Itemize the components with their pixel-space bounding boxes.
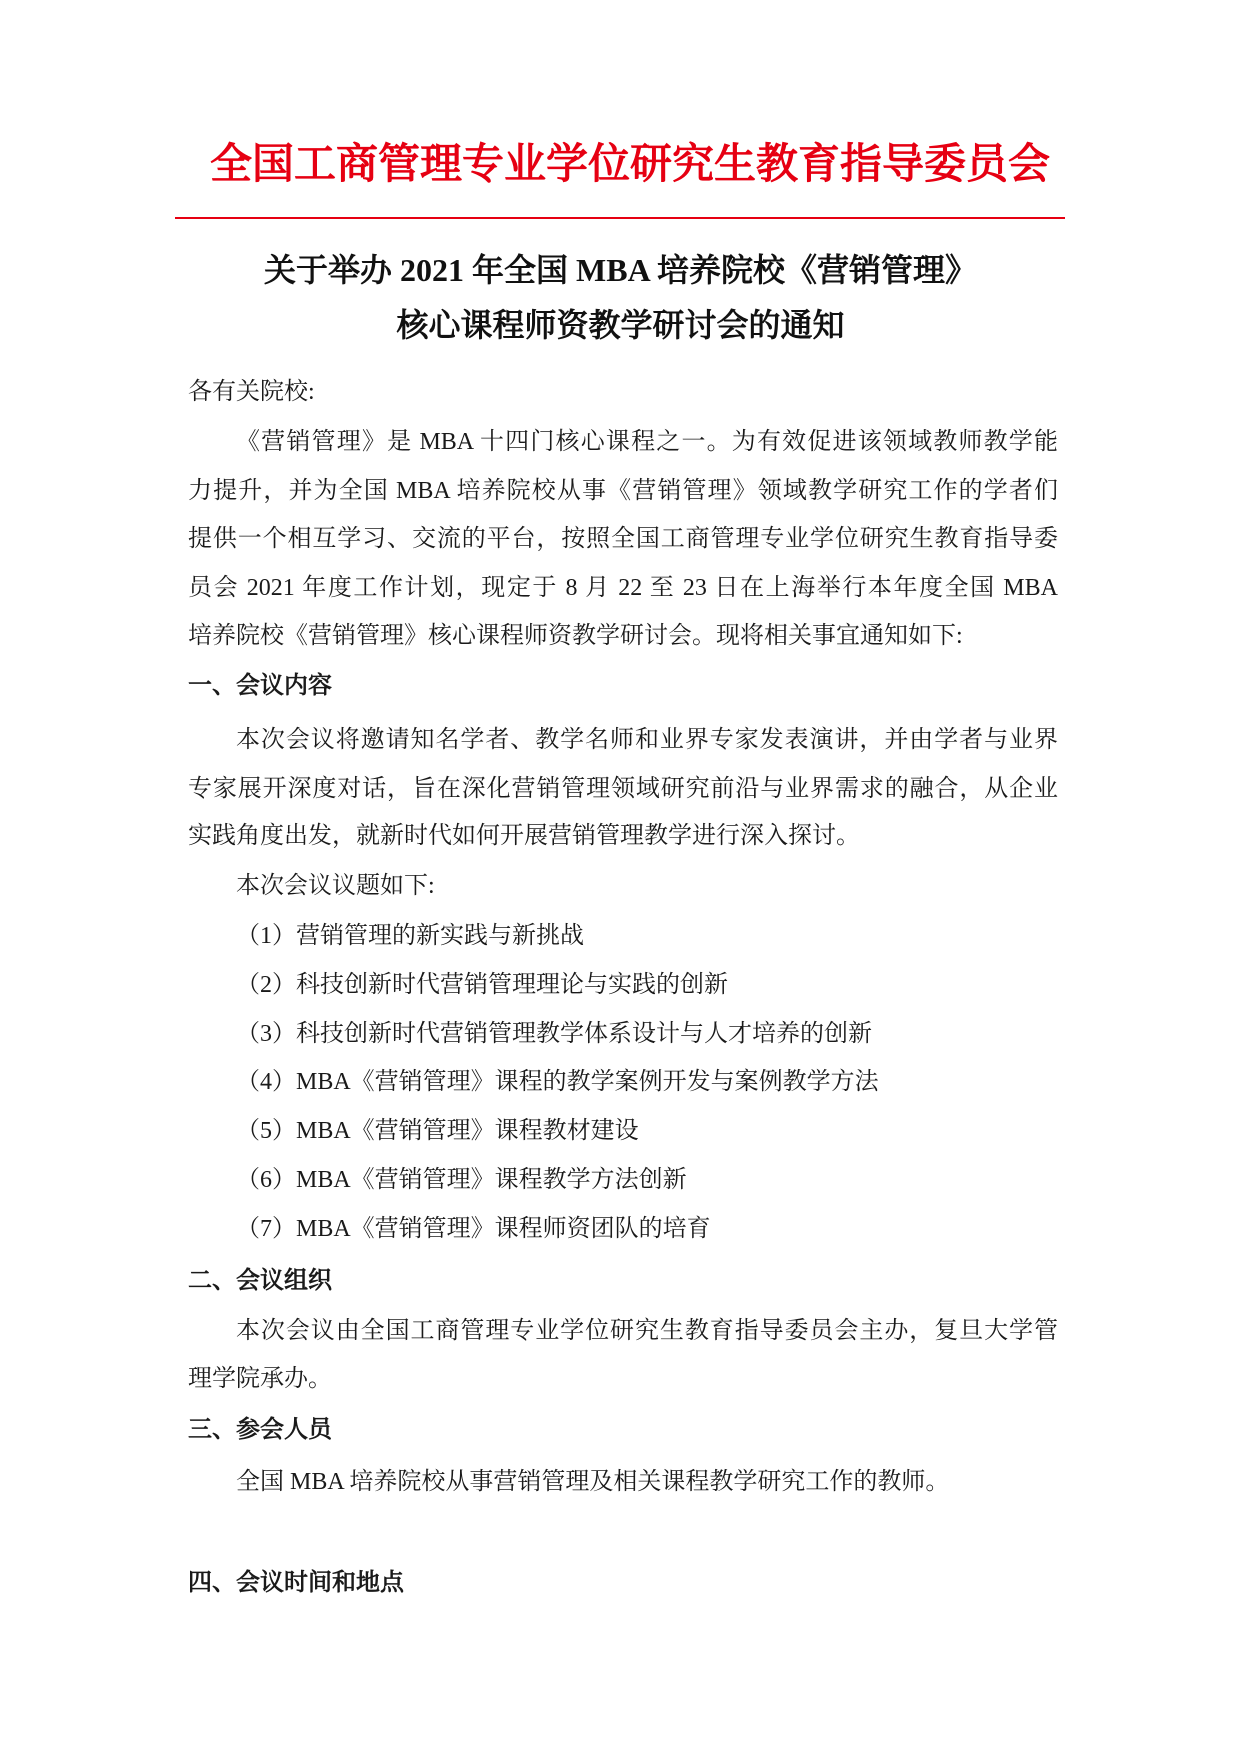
- topic-item: （1）营销管理的新实践与新挑战: [236, 923, 584, 949]
- header-divider: [175, 217, 1065, 219]
- section-paragraph-line: 本次会议由全国工商管理专业学位研究生教育指导委员会主办，复旦大学管: [236, 1318, 1058, 1344]
- section-heading-participants: 三、参会人员: [188, 1416, 332, 1443]
- section-paragraph-line: 实践角度出发，就新时代如何开展营销管理教学进行深入探讨。: [188, 823, 860, 849]
- notice-title-line-1: 关于举办 2021 年全国 MBA 培养院校《营销管理》: [264, 252, 977, 288]
- topic-item: （3）科技创新时代营销管理教学体系设计与人才培养的创新: [236, 1021, 872, 1047]
- notice-title-line-2: 核心课程师资教学研讨会的通知: [396, 307, 845, 343]
- section-heading-organization: 二、会议组织: [188, 1267, 332, 1294]
- intro-line: 培养院校《营销管理》核心课程师资教学研讨会。现将相关事宜通知如下:: [188, 623, 963, 649]
- intro-line: 力提升，并为全国 MBA 培养院校从事《营销管理》领域教学研究工作的学者们: [188, 478, 1058, 504]
- intro-line: 提供一个相互学习、交流的平台，按照全国工商管理专业学位研究生教育指导委: [188, 526, 1058, 552]
- section-heading-time-location: 四、会议时间和地点: [188, 1569, 404, 1596]
- salutation: 各有关院校:: [188, 379, 315, 405]
- topic-item: （4）MBA《营销管理》课程的教学案例开发与案例教学方法: [236, 1069, 879, 1095]
- section-paragraph-line: 理学院承办。: [188, 1366, 332, 1392]
- topic-item: （2）科技创新时代营销管理理论与实践的创新: [236, 972, 728, 998]
- topic-item: （5）MBA《营销管理》课程教材建设: [236, 1118, 639, 1144]
- topic-item: （7）MBA《营销管理》课程师资团队的培育: [236, 1216, 711, 1242]
- topic-item: （6）MBA《营销管理》课程教学方法创新: [236, 1167, 687, 1193]
- org-letterhead-title: 全国工商管理专业学位研究生教育指导委员会: [209, 142, 1050, 188]
- intro-line: 《营销管理》是 MBA 十四门核心课程之一。为有效促进该领域教师教学能: [236, 429, 1058, 455]
- section-paragraph-line: 全国 MBA 培养院校从事营销管理及相关课程教学研究工作的教师。: [236, 1469, 950, 1495]
- section-paragraph-line: 专家展开深度对话，旨在深化营销管理领域研究前沿与业界需求的融合，从企业: [188, 776, 1058, 802]
- section-paragraph-line: 本次会议将邀请知名学者、教学名师和业界专家发表演讲，并由学者与业界: [236, 727, 1058, 753]
- intro-line: 员会 2021 年度工作计划，现定于 8 月 22 至 23 日在上海举行本年度全国 MBA: [188, 575, 1058, 601]
- topics-intro: 本次会议议题如下:: [236, 873, 435, 899]
- section-heading-content: 一、会议内容: [188, 672, 332, 699]
